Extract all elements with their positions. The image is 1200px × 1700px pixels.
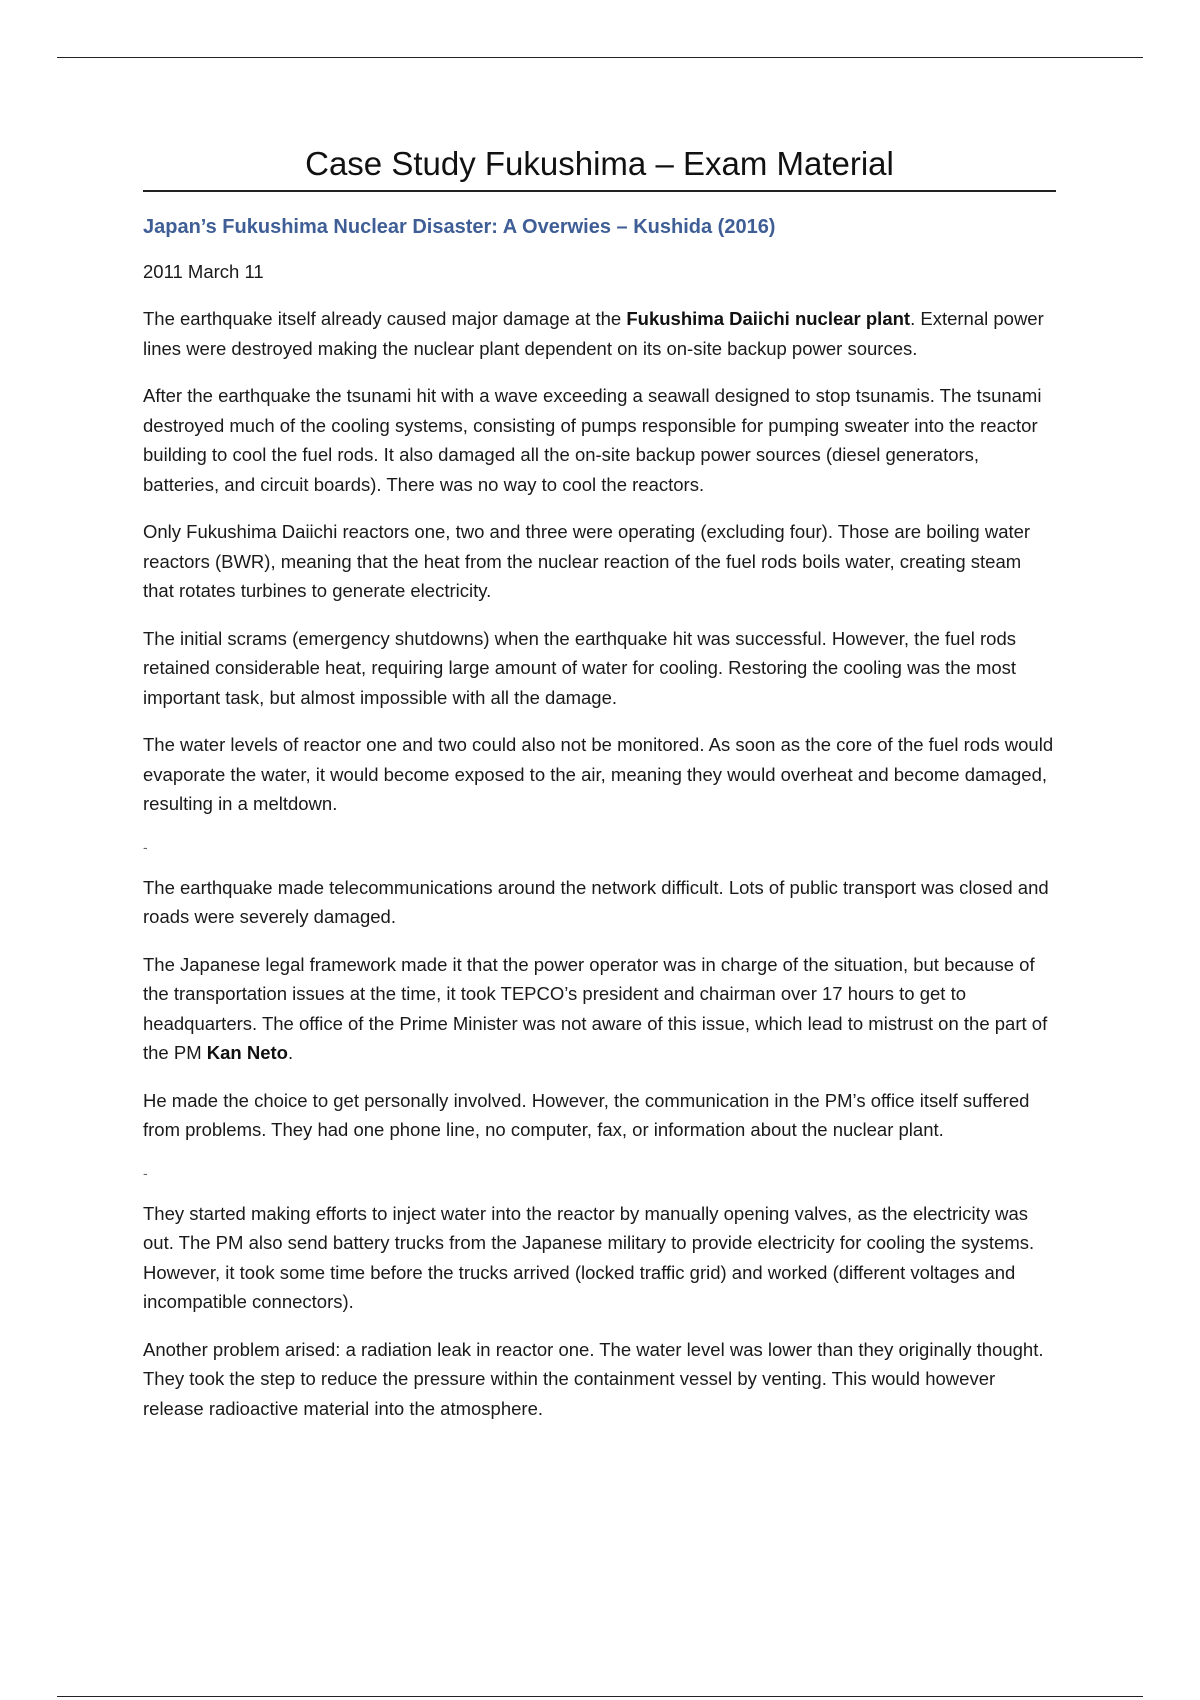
paragraph-1-text-a: The earthquake itself already caused major damage at the bbox=[143, 308, 627, 330]
paragraph-8: He made the choice to get personally involved. However, the communication in the PM’s office itself suffered from problems. They had one phone line, no computer, fax, or information about the nuclear plant. bbox=[143, 1089, 1030, 1141]
paragraph-10: Another problem arised: a radiation leak in reactor one. The water level was lower than they originally thought. They took the step to reduce the pressure within the containment vessel by venting. This would however release radioactive material into the atmosphere. bbox=[143, 1338, 1044, 1419]
paragraph-9: They started making efforts to inject water into the reactor by manually opening valves, as the electricity was out. The PM also send battery trucks from the Japanese military to provide electricity for cooling the systems. However, it took some time before the trucks arrived (locked traffic grid) and worked (different voltages and incompatible connectors). bbox=[143, 1202, 1035, 1313]
paragraph-1 bbox=[143, 304, 1056, 363]
bullet-dash-2: - bbox=[143, 1164, 148, 1181]
paragraph-3: Only Fukushima Daiichi reactors one, two and three were operating (excluding four). Those are boiling water reactors (BWR), meaning that the heat from the nuclear reaction of the fuel rods boils water, creating steam that rotates turbines to generate electricity. bbox=[143, 521, 1031, 602]
paragraph-7-text-a: The Japanese legal framework made it that the power operator was in charge of the situation, but because of the transportation issues at the time, it took TEPCO’s president and chairman over 17 hours to get to headquarters. The office of the Prime Minister was not aware of this issue, which lead to mistrust on the part of the PM bbox=[143, 953, 1048, 1064]
paragraph-7-text-c: . bbox=[287, 1042, 294, 1064]
header-rule bbox=[57, 57, 1143, 58]
date-line: 2011 March 11 bbox=[143, 260, 264, 282]
document-title: Case Study Fukushima – Exam Material bbox=[143, 140, 1056, 192]
paragraph-7-bold: Kan Neto bbox=[206, 1042, 288, 1064]
paragraph-6: The earthquake made telecommunications around the network difficult. Lots of public transport was closed and roads were severely damaged. bbox=[143, 876, 1049, 928]
paragraph-1-bold: Fukushima Daiichi nuclear plant bbox=[626, 308, 911, 330]
paragraph-1-text-c: . External power lines were destroyed making the nuclear plant dependent on its on-site backup power sources. bbox=[143, 308, 1044, 359]
document-page bbox=[143, 140, 1056, 1423]
paragraph-7 bbox=[143, 950, 1056, 1068]
paragraph-2: After the earthquake the tsunami hit with a wave exceeding a seawall designed to stop tsunamis. The tsunami destroyed much of the cooling systems, consisting of pumps responsible for pumping sweater into the reactor building to cool the fuel rods. It also damaged all the on-site backup power sources (diesel generators, batteries, and circuit boards). There was no way to cool the reactors. bbox=[143, 385, 1042, 495]
paragraph-5: The water levels of reactor one and two could also not be monitored. As soon as the core of the fuel rods would evaporate the water, it would become exposed to the air, meaning they would overheat and become damaged, resulting in a meltdown. bbox=[143, 734, 1054, 815]
footer-rule bbox=[57, 1696, 1143, 1697]
paragraph-4: The initial scrams (emergency shutdowns) when the earthquake hit was successful. However, the fuel rods retained considerable heat, requiring large amount of water for cooling. Restoring the cooling was the most important task, but almost impossible with all the damage. bbox=[143, 627, 1017, 708]
section-heading: Japan’s Fukushima Nuclear Disaster: A Overwies – Kushida (2016) bbox=[143, 215, 776, 238]
bullet-dash-1: - bbox=[143, 838, 148, 855]
